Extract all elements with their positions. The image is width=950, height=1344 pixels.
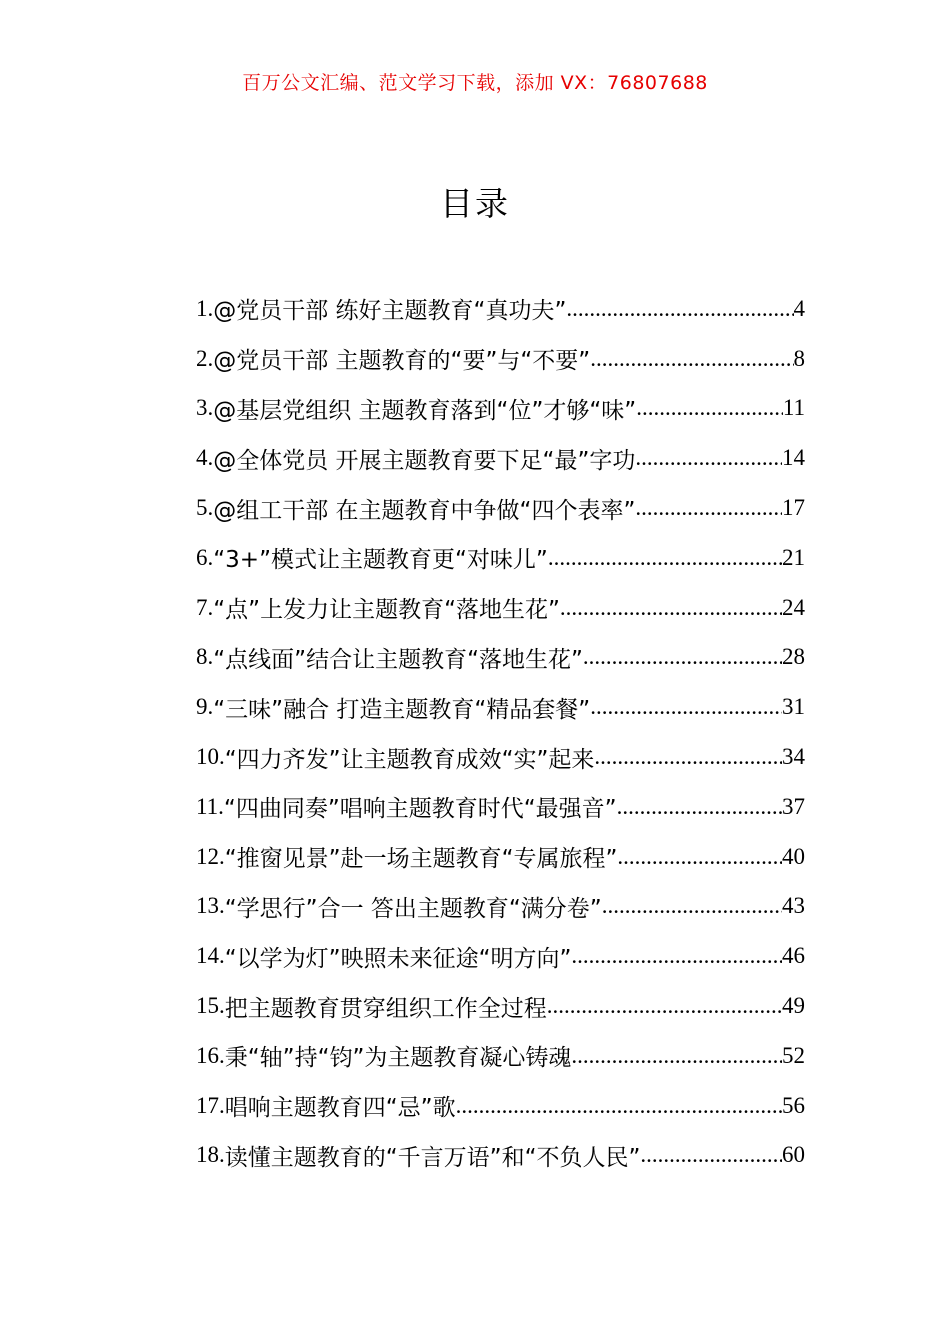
dot-leader — [617, 844, 782, 870]
dot-leader — [456, 1093, 782, 1119]
page-title: 目录 — [440, 184, 510, 223]
toc-number: 15. — [196, 993, 225, 1019]
toc-number: 11. — [196, 793, 224, 819]
toc-entry[interactable] — [196, 1081, 805, 1131]
toc-page-number: 52 — [782, 1042, 805, 1068]
toc-entry[interactable] — [196, 931, 805, 981]
toc-title: “学思行”合一 答出主题教育“满分卷” — [224, 895, 602, 922]
toc-title: @党员干部 主题教育的“要”与“不要” — [213, 348, 591, 375]
dot-leader — [547, 993, 782, 1019]
dot-leader — [590, 346, 793, 372]
toc-number: 1. — [196, 295, 214, 321]
dot-leader — [571, 943, 782, 969]
toc-page-number: 31 — [782, 694, 805, 720]
table-of-contents — [196, 284, 805, 1180]
toc-page-number: 40 — [782, 843, 805, 869]
toc-number: 16. — [196, 1042, 225, 1068]
toc-title: 秉“轴”持“钧”为主题教育凝心铸魂 — [224, 1045, 572, 1072]
toc-page-number: 34 — [782, 744, 805, 770]
dot-leader — [583, 644, 782, 670]
toc-entry[interactable] — [196, 882, 805, 932]
toc-title: “四力齐发”让主题教育成效“实”起来 — [224, 746, 595, 773]
toc-number: 13. — [196, 893, 225, 919]
toc-entry[interactable] — [196, 782, 805, 832]
dot-leader — [590, 694, 782, 720]
dot-leader — [635, 495, 782, 521]
dot-leader — [594, 744, 782, 770]
toc-entry[interactable] — [196, 732, 805, 782]
toc-title: “3+”模式让主题教育更“对味儿” — [213, 547, 548, 574]
toc-number: 6. — [196, 544, 214, 570]
toc-title: 把主题教育贯穿组织工作全过程 — [224, 995, 547, 1022]
toc-number: 12. — [196, 843, 225, 869]
dot-leader — [635, 445, 782, 471]
toc-page-number: 56 — [782, 1092, 805, 1118]
toc-page-number: 28 — [782, 644, 805, 670]
toc-entry[interactable] — [196, 334, 805, 384]
toc-number: 17. — [196, 1092, 225, 1118]
toc-page-number: 17 — [782, 495, 805, 521]
dot-leader — [602, 893, 782, 919]
toc-title: “推窗见景”赴一场主题教育“专属旅程” — [224, 846, 618, 873]
toc-number: 9. — [196, 694, 214, 720]
header-contact-note: 百万公文汇编、范文学习下载，添加 VX：76807688 — [242, 72, 708, 94]
toc-title: 读懂主题教育的“千言万语”和“不负人民” — [224, 1144, 641, 1171]
toc-entry[interactable] — [196, 384, 805, 434]
toc-entry[interactable] — [196, 682, 805, 732]
dot-leader — [636, 395, 783, 421]
toc-number: 14. — [196, 943, 225, 969]
dot-leader — [617, 794, 782, 820]
toc-title: @全体党员 开展主题教育要下足“最”字功 — [213, 447, 636, 474]
dot-leader — [566, 296, 793, 322]
toc-title: @基层党组织 主题教育落到“位”才够“味” — [213, 397, 637, 424]
toc-title: @党员干部 练好主题教育“真功夫” — [213, 298, 567, 325]
toc-number: 7. — [196, 594, 214, 620]
toc-entry[interactable] — [196, 1031, 805, 1081]
toc-entry[interactable] — [196, 583, 805, 633]
dot-leader — [560, 595, 782, 621]
toc-page-number: 37 — [782, 793, 805, 819]
toc-entry[interactable] — [196, 284, 805, 334]
toc-entry[interactable] — [196, 981, 805, 1031]
dot-leader — [640, 1142, 782, 1168]
toc-entry[interactable] — [196, 832, 805, 882]
toc-title: “点线面”结合让主题教育“落地生花” — [213, 646, 583, 673]
toc-number: 10. — [196, 744, 225, 770]
toc-page-number: 43 — [782, 893, 805, 919]
toc-page-number: 49 — [782, 993, 805, 1019]
toc-number: 2. — [196, 345, 214, 371]
toc-page-number: 14 — [782, 445, 805, 471]
toc-title: “四曲同奏”唱响主题教育时代“最强音” — [223, 796, 617, 823]
toc-number: 4. — [196, 445, 214, 471]
toc-title: “三味”融合 打造主题教育“精品套餐” — [213, 696, 591, 723]
toc-page-number: 11 — [782, 395, 805, 421]
toc-number: 5. — [196, 495, 214, 521]
toc-page-number: 60 — [782, 1142, 805, 1168]
dot-leader — [548, 545, 782, 571]
toc-title: “以学为灯”映照未来征途“明方向” — [224, 945, 572, 972]
toc-title: “点”上发力让主题教育“落地生花” — [213, 597, 560, 624]
toc-page-number: 24 — [782, 594, 805, 620]
toc-title: @组工干部 在主题教育中争做“四个表率” — [213, 497, 636, 524]
toc-number: 18. — [196, 1142, 225, 1168]
toc-entry[interactable] — [196, 1131, 805, 1181]
toc-page-number: 21 — [782, 544, 805, 570]
toc-entry[interactable] — [196, 483, 805, 533]
dot-leader — [571, 1043, 782, 1069]
toc-title: 唱响主题教育四“忌”歌 — [224, 1095, 456, 1122]
toc-entry[interactable] — [196, 633, 805, 683]
toc-page-number: 4 — [793, 295, 805, 321]
toc-page-number: 46 — [782, 943, 805, 969]
toc-entry[interactable] — [196, 433, 805, 483]
toc-number: 8. — [196, 644, 214, 670]
toc-entry[interactable] — [196, 533, 805, 583]
toc-page-number: 8 — [793, 345, 805, 371]
toc-number: 3. — [196, 395, 214, 421]
